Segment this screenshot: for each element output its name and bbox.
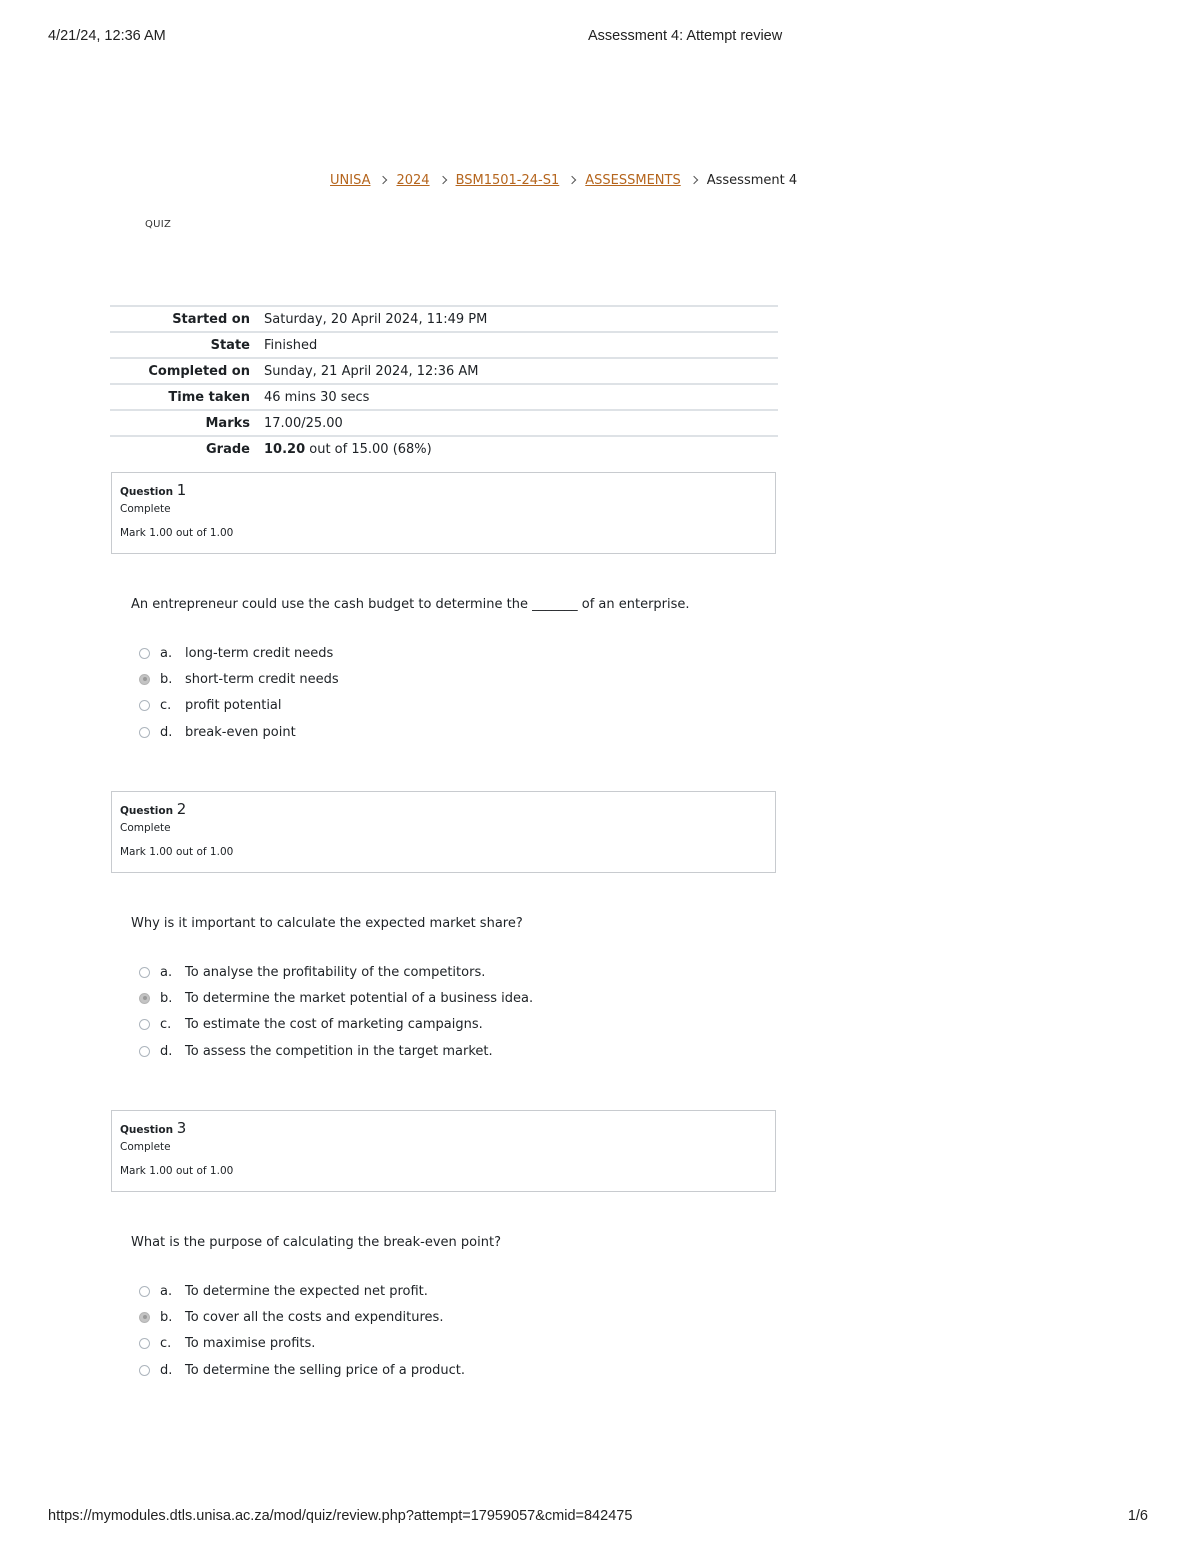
question-label: Question xyxy=(120,805,174,817)
question-label: Question xyxy=(120,486,174,498)
radio-button-selected[interactable] xyxy=(139,674,150,685)
answer-letter: a. xyxy=(160,964,173,980)
answer-letter: d. xyxy=(160,1362,173,1378)
print-url: https://mymodules.dtls.unisa.ac.za/mod/quiz/review.php?attempt=17959057&cmid=842475 xyxy=(48,1508,633,1524)
radio-button-selected[interactable] xyxy=(139,1312,150,1323)
summary-row-time-taken xyxy=(110,384,778,410)
radio-button[interactable] xyxy=(139,1019,150,1030)
question-mark: Mark 1.00 out of 1.00 xyxy=(120,1165,234,1177)
question-info-2 xyxy=(111,791,776,873)
answer-option[interactable] xyxy=(139,719,339,745)
chevron-right-icon xyxy=(440,174,448,188)
answer-option[interactable] xyxy=(139,959,533,985)
breadcrumb-link-year[interactable]: 2024 xyxy=(396,173,430,188)
summary-label: Started on xyxy=(172,311,250,327)
answer-letter: d. xyxy=(160,724,173,740)
summary-row-completed xyxy=(110,358,778,384)
answer-text: To estimate the cost of marketing campaigns. xyxy=(185,1017,483,1033)
question-number xyxy=(120,1119,767,1139)
answer-text: To maximise profits. xyxy=(185,1336,316,1352)
answer-letter: b. xyxy=(160,990,173,1006)
summary-value: Finished xyxy=(264,337,318,353)
summary-label: Grade xyxy=(206,441,250,457)
summary-row-state xyxy=(110,332,778,358)
radio-button[interactable] xyxy=(139,700,150,711)
print-footer xyxy=(48,1508,1148,1528)
question-number-value: 3 xyxy=(176,1119,187,1137)
chevron-right-icon xyxy=(380,174,388,188)
radio-button[interactable] xyxy=(139,648,150,659)
question-info-1 xyxy=(111,472,776,554)
question-number xyxy=(120,800,767,820)
answer-letter: c. xyxy=(160,698,172,714)
summary-label: State xyxy=(210,337,250,353)
question-label: Question xyxy=(120,1124,174,1136)
print-header xyxy=(48,28,1152,48)
radio-button[interactable] xyxy=(139,967,150,978)
answer-option[interactable] xyxy=(139,1278,465,1304)
summary-label: Time taken xyxy=(168,389,250,405)
attempt-summary-table xyxy=(110,305,778,461)
answer-option[interactable] xyxy=(139,693,339,719)
answer-text: short-term credit needs xyxy=(185,671,339,687)
radio-button[interactable] xyxy=(139,727,150,738)
answer-text: break-even point xyxy=(185,724,296,740)
answer-letter: c. xyxy=(160,1017,172,1033)
answer-option[interactable] xyxy=(139,1304,465,1330)
radio-button[interactable] xyxy=(139,1286,150,1297)
answer-letter: b. xyxy=(160,671,173,687)
answer-list-3 xyxy=(139,1278,465,1383)
breadcrumb-link-assessments[interactable]: ASSESSMENTS xyxy=(585,173,681,188)
chevron-right-icon xyxy=(691,174,699,188)
print-page-number: 1/6 xyxy=(1127,1508,1148,1524)
question-state: Complete xyxy=(120,1141,171,1153)
question-number xyxy=(120,481,767,501)
breadcrumb-current: Assessment 4 xyxy=(706,173,798,188)
answer-option[interactable] xyxy=(139,666,339,692)
answer-letter: b. xyxy=(160,1309,173,1325)
print-datetime: 4/21/24, 12:36 AM xyxy=(48,28,166,44)
answer-list-1 xyxy=(139,640,339,745)
answer-option[interactable] xyxy=(139,1331,465,1357)
question-mark: Mark 1.00 out of 1.00 xyxy=(120,527,234,539)
answer-list-2 xyxy=(139,959,533,1064)
answer-text: To assess the competition in the target market. xyxy=(185,1043,493,1059)
summary-label: Completed on xyxy=(148,363,250,379)
summary-value: Sunday, 21 April 2024, 12:36 AM xyxy=(264,363,479,379)
summary-row-marks xyxy=(110,410,778,436)
answer-text: profit potential xyxy=(185,698,282,714)
answer-text: To determine the selling price of a product. xyxy=(185,1362,466,1378)
question-state: Complete xyxy=(120,822,171,834)
breadcrumb-link-unisa[interactable]: UNISA xyxy=(330,173,371,188)
summary-row-started xyxy=(110,306,778,332)
print-page-title: Assessment 4: Attempt review xyxy=(588,28,783,44)
question-mark: Mark 1.00 out of 1.00 xyxy=(120,846,234,858)
answer-text: To analyse the profitability of the competitors. xyxy=(185,964,486,980)
answer-option[interactable] xyxy=(139,985,533,1011)
answer-text: To determine the market potential of a business idea. xyxy=(185,990,534,1006)
answer-text: To determine the expected net profit. xyxy=(185,1283,428,1299)
radio-button-selected[interactable] xyxy=(139,993,150,1004)
breadcrumb xyxy=(330,173,797,188)
grade-score: 10.20 xyxy=(264,441,306,457)
answer-letter: a. xyxy=(160,1283,173,1299)
summary-label: Marks xyxy=(205,415,250,431)
radio-button[interactable] xyxy=(139,1365,150,1376)
chevron-right-icon xyxy=(569,174,577,188)
answer-option[interactable] xyxy=(139,640,339,666)
question-text-3: What is the purpose of calculating the break-even point? xyxy=(131,1235,501,1250)
question-text-2: Why is it important to calculate the expected market share? xyxy=(131,916,523,931)
summary-value: 46 mins 30 secs xyxy=(264,389,370,405)
grade-rest: out of 15.00 (68%) xyxy=(305,441,432,457)
question-text-1: An entrepreneur could use the cash budget to determine the _______ of an enterprise. xyxy=(131,597,690,612)
summary-row-grade xyxy=(110,436,778,461)
question-number-value: 1 xyxy=(176,481,187,499)
summary-value xyxy=(264,436,778,461)
radio-button[interactable] xyxy=(139,1046,150,1057)
answer-option[interactable] xyxy=(139,1357,465,1383)
summary-value: 17.00/25.00 xyxy=(264,415,343,431)
question-info-3 xyxy=(111,1110,776,1192)
answer-text: To cover all the costs and expenditures. xyxy=(185,1309,444,1325)
activity-type-label: QUIZ xyxy=(145,219,172,230)
answer-letter: d. xyxy=(160,1043,173,1059)
summary-value: Saturday, 20 April 2024, 11:49 PM xyxy=(264,311,488,327)
radio-button[interactable] xyxy=(139,1338,150,1349)
answer-letter: a. xyxy=(160,645,173,661)
breadcrumb-link-course[interactable]: BSM1501-24-S1 xyxy=(455,173,560,188)
answer-letter: c. xyxy=(160,1336,172,1352)
question-state: Complete xyxy=(120,503,171,515)
answer-text: long-term credit needs xyxy=(185,645,334,661)
question-number-value: 2 xyxy=(176,800,187,818)
answer-option[interactable] xyxy=(139,1012,533,1038)
answer-option[interactable] xyxy=(139,1038,533,1064)
